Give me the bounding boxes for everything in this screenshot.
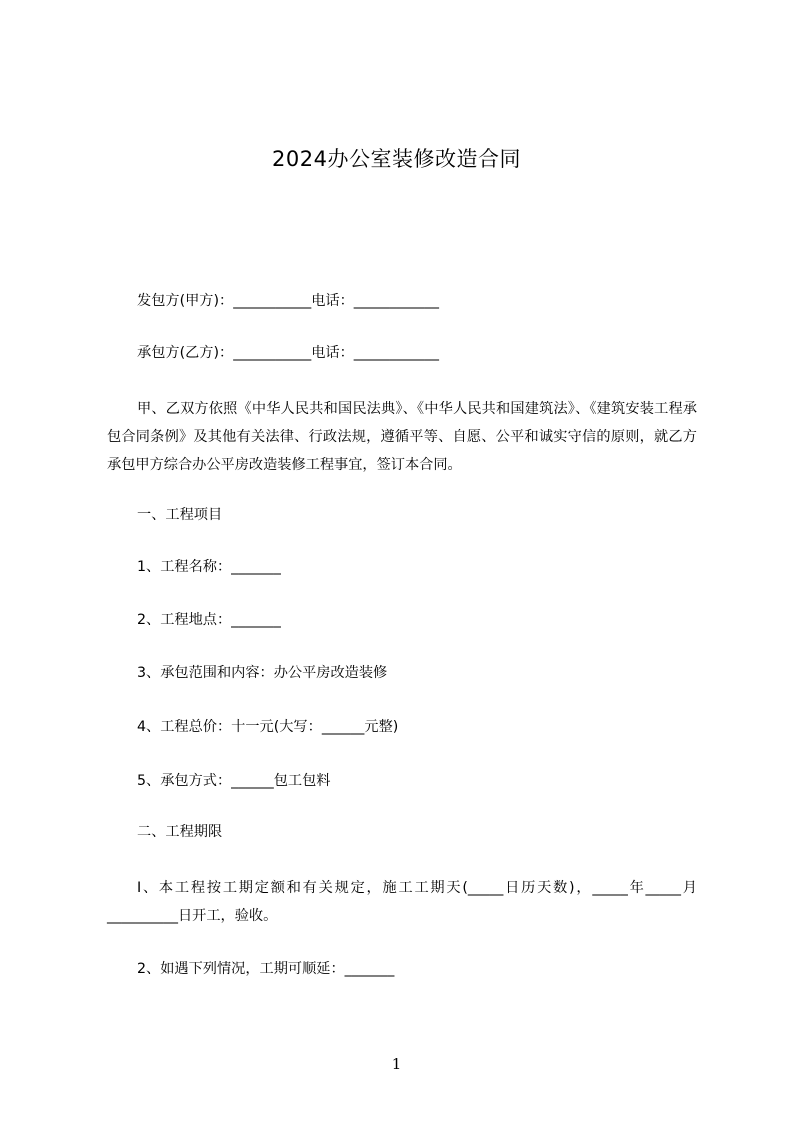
section-heading-term: 二、工程期限 [137, 824, 223, 840]
item-project-name: 1、工程名称：_______ [137, 559, 281, 575]
section-heading-project: 一、工程项目 [137, 507, 223, 523]
term-item-2: 2、如遇下列情况，工期可顺延：_______ [137, 961, 395, 977]
term-paragraph-1: I、本工程按工期定额和有关规定，施工工期天(_____日历天数)，_____年_____月__________日开工，验收。 [107, 880, 697, 924]
item-total-price: 4、工程总价：十一元(大写：______元整) [137, 719, 399, 735]
party-a-line: 发包方(甲方)：___________电话：____________ [137, 293, 439, 309]
item-project-location: 2、工程地点：_______ [137, 612, 281, 628]
preamble-paragraph: 甲、乙双方依照《中华人民共和国民法典》、《中华人民共和国建筑法》、《建筑安装工程承包合同条例》及其他有关法律、行政法规，遵循平等、自愿、公平和诚实守信的原则，就乙方承包甲方综合办公平房改造装修工程事宜，签订本合同。 [107, 401, 697, 473]
page-number: 1 [391, 1055, 402, 1073]
party-b-line: 承包方(乙方)：___________电话：____________ [137, 345, 439, 361]
document-title: 2024办公室装修改造合同 [272, 147, 521, 171]
item-contract-method: 5、承包方式：______包工包料 [137, 773, 331, 789]
item-scope: 3、承包范围和内容：办公平房改造装修 [137, 665, 388, 681]
